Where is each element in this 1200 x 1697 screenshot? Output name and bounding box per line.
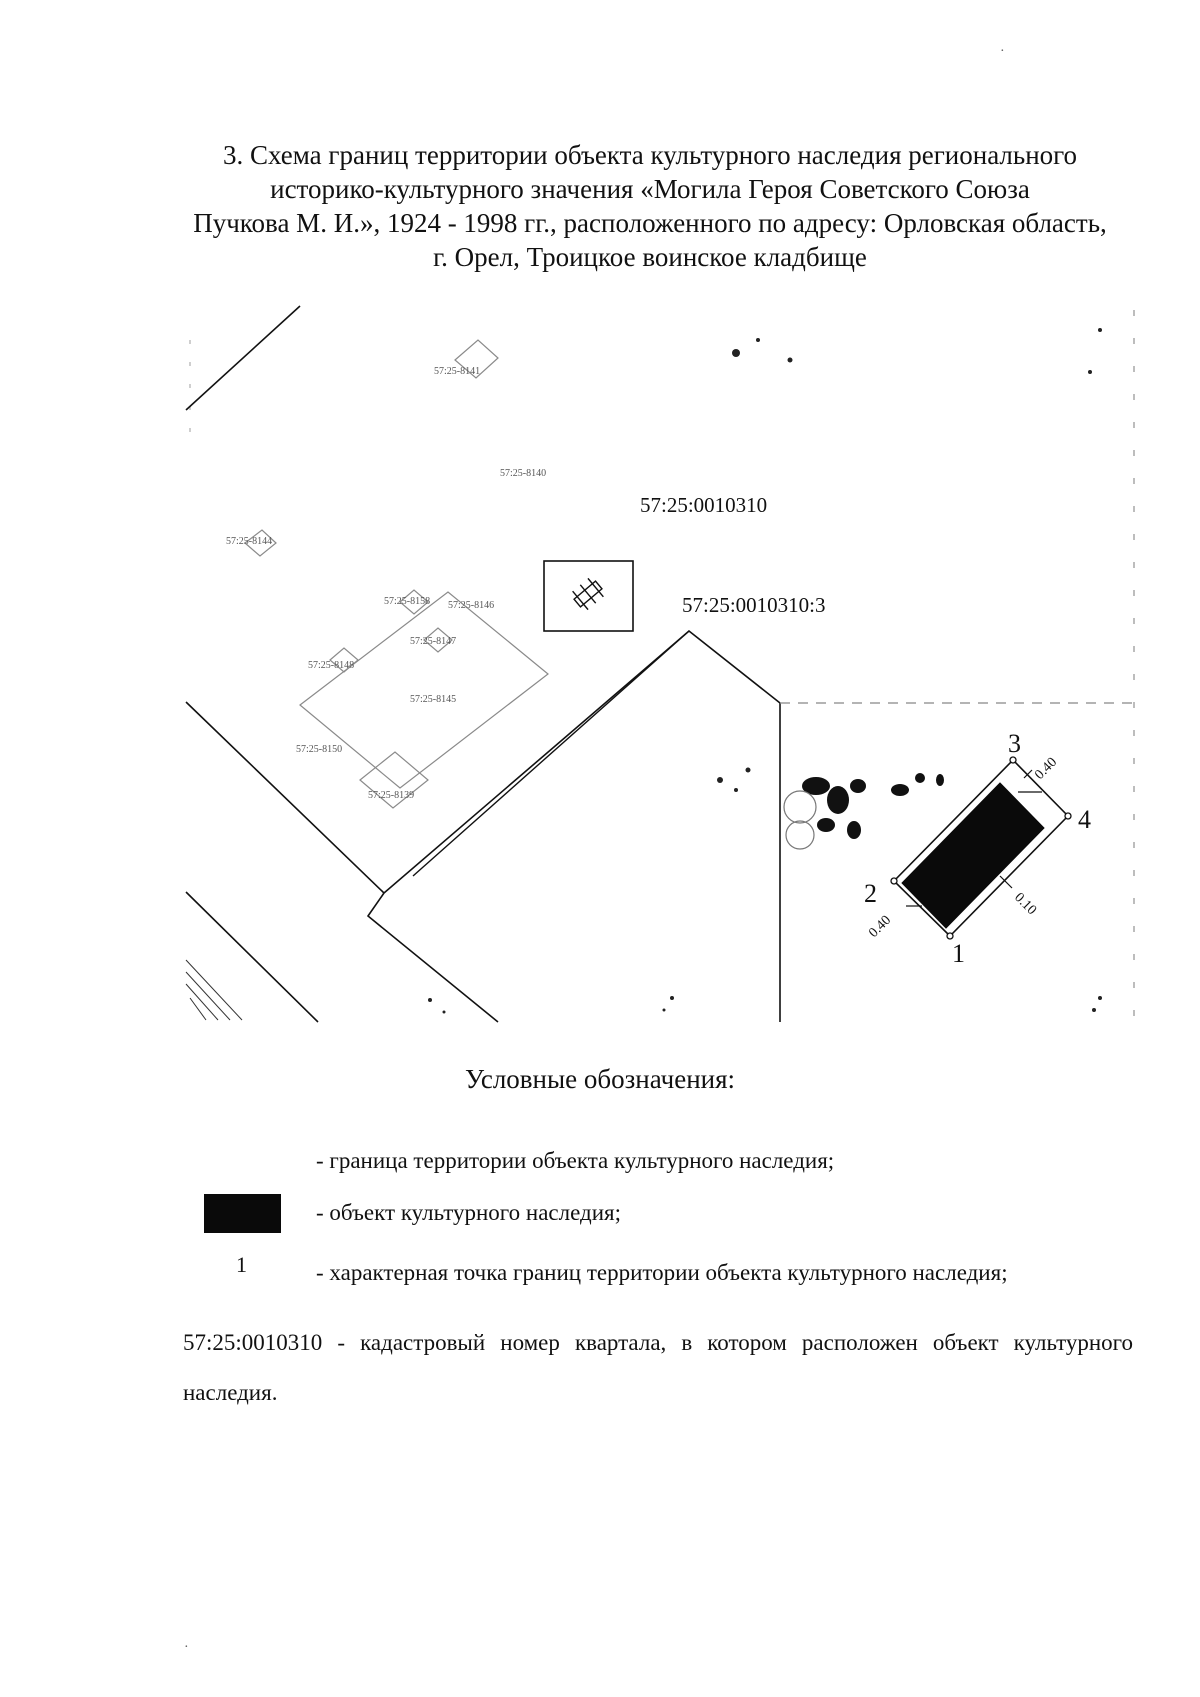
quarter-cadastral-label: 57:25:0010310 <box>640 493 768 517</box>
small-parcel-label: 57:25-8147 <box>410 636 457 647</box>
parcel-boundary-57-25-0010310-3 <box>384 631 780 1022</box>
dimension-label-bottom-left: 0.40 <box>866 912 895 941</box>
legend-boundary-text: - граница территории объекта культурного наследия; <box>316 1148 835 1173</box>
small-parcel-label: 57:25-8141 <box>434 366 481 377</box>
cadastral-note <box>183 1318 1133 1418</box>
point-label-4: 4 <box>1078 805 1091 834</box>
monument-inset-frame <box>544 561 633 631</box>
point-label-2: 2 <box>864 879 877 908</box>
road-line-left-2 <box>186 892 318 1022</box>
legend-object-swatch <box>204 1194 281 1233</box>
note-line-2: наследия. <box>183 1380 278 1405</box>
boundary-point-4 <box>1065 813 1071 819</box>
tree-cluster <box>802 773 944 839</box>
parcel-cadastral-label: 57:25:0010310:3 <box>682 593 826 617</box>
dimension-label-top-right: 0.40 <box>1032 754 1061 783</box>
dimension-label-right: 0.10 <box>1011 890 1040 919</box>
road-line-top-left <box>186 306 300 410</box>
point-label-3: 3 <box>1008 729 1021 758</box>
boundary-point-2 <box>891 878 897 884</box>
legend-point-text: - характерная точка границ территории объекта культурного наследия; <box>316 1260 1008 1285</box>
small-parcel-label: 57:25-8148 <box>308 660 355 671</box>
legend-point-sample: 1 <box>236 1252 247 1277</box>
small-parcel-label: 57:25-8150 <box>296 744 343 755</box>
parcel-boundary-inner <box>368 893 498 1022</box>
small-parcel-label: 57:25-8146 <box>448 600 495 611</box>
note-line-1: 57:25:0010310 - кадастровый номер квартала, в котором расположен объект культурного <box>183 1330 1133 1355</box>
small-parcel-label: 57:25-8145 <box>410 694 457 705</box>
road-line-left-1 <box>186 702 384 893</box>
scan-mark: · <box>1000 44 1005 59</box>
title-line-4: г. Орел, Троицкое воинское кладбище <box>433 242 867 272</box>
small-parcels <box>245 340 548 808</box>
hatching-bottom-left <box>186 960 242 1020</box>
small-parcel-label: 57:25-8158 <box>384 596 431 607</box>
legend-title: Условные обозначения: <box>464 1064 736 1094</box>
tree-outline-2 <box>786 821 814 849</box>
parcel-line-upper <box>413 631 689 876</box>
title-line-2: историко-культурного значения «Могила Героя Советского Союза <box>270 174 1030 204</box>
title-line-3: Пучкова М. И.», 1924 - 1998 гг., расположенного по адресу: Орловская область, <box>193 208 1107 238</box>
small-parcel-label: 57:25-8144 <box>226 536 273 547</box>
small-parcel-label: 57:25-8139 <box>368 790 415 801</box>
legend-object-text: - объект культурного наследия; <box>316 1200 621 1225</box>
tree-outline <box>784 791 816 823</box>
scan-mark: · <box>184 1640 189 1655</box>
scan-noise <box>428 328 1102 1014</box>
title-line-1: 3. Схема границ территории объекта культурного наследия регионального <box>222 140 1078 170</box>
small-parcel-label: 57:25-8140 <box>500 468 547 479</box>
point-label-1: 1 <box>952 939 965 968</box>
